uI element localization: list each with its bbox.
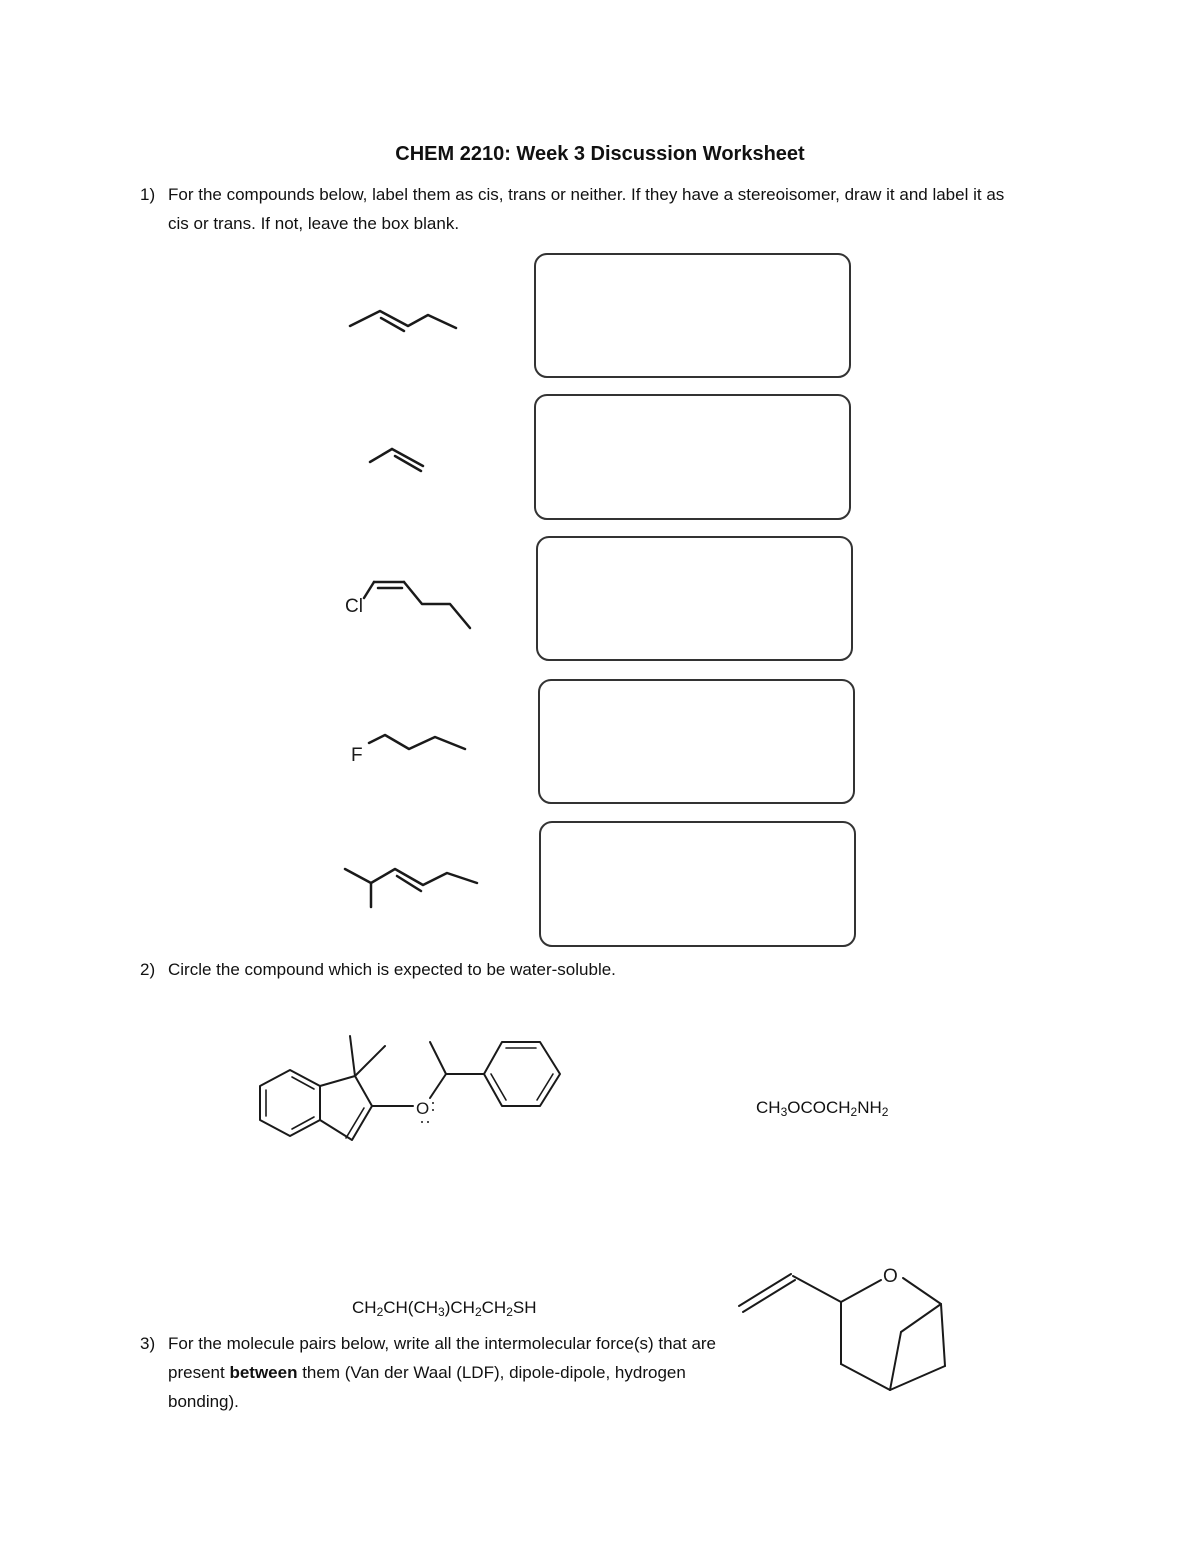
- question-3-text-bold: between: [229, 1363, 298, 1382]
- answer-box-5[interactable]: [539, 821, 856, 947]
- question-3-text-after: them (Van der Waal (LDF), dipole-dipole, hydrogen bonding).: [168, 1363, 686, 1411]
- formula-subscript: 2: [881, 1105, 889, 1119]
- formula-part: SH: [512, 1298, 537, 1317]
- question-3-text: [168, 1329, 740, 1416]
- page-title: CHEM 2210: Week 3 Discussion Worksheet: [395, 143, 805, 165]
- formula-subscript: 3: [780, 1105, 788, 1119]
- molecule-indene-phenethyl-ether[interactable]: [240, 1030, 580, 1160]
- formula-part: CH: [481, 1298, 507, 1317]
- question-1-text: For the compounds below, label them as cis, trans or neither. If they have a stereoisomer, draw it and label it as cis or trans. If not, leave the box blank.: [168, 185, 1005, 233]
- question-1-number: 1): [140, 185, 156, 204]
- formula-part: )CH: [444, 1298, 475, 1317]
- molecule-2-methyl-3-hexene: [335, 855, 485, 915]
- ring-oxygen-label: O: [883, 1266, 898, 1287]
- question-2-number: 2): [140, 960, 156, 979]
- molecule-1-fluoropropane: [345, 725, 475, 770]
- answer-box-3[interactable]: [536, 536, 853, 661]
- formula-part: CH: [352, 1298, 377, 1317]
- formula-subscript: 2: [850, 1105, 858, 1119]
- chlorine-atom-label: Cl: [345, 596, 363, 617]
- formula-subscript: 2: [376, 1305, 384, 1319]
- question-3-text-before: For the molecule pairs below, write all the intermolecular force(s) that are present: [168, 1334, 717, 1382]
- answer-box-1[interactable]: [534, 253, 851, 378]
- formula-part: CH(CH: [383, 1298, 439, 1317]
- question-3: [140, 1329, 740, 1416]
- question-2: [140, 955, 1020, 984]
- formula-part: NH: [857, 1098, 882, 1117]
- formula-part: CH: [756, 1098, 781, 1117]
- molecule-1-chloro-1-pentene: [340, 570, 485, 635]
- ether-oxygen-label: O: [416, 1099, 430, 1118]
- molecule-bicyclic-vinyl-ether[interactable]: [735, 1262, 955, 1397]
- formula-subscript: 3: [438, 1305, 445, 1319]
- fluorine-atom-label: F: [351, 745, 363, 766]
- molecule-propene: [365, 440, 435, 475]
- formula-part: OCOCH: [787, 1098, 851, 1117]
- formula-thiol[interactable]: [352, 1298, 537, 1319]
- answer-box-4[interactable]: [538, 679, 855, 804]
- question-2-text: Circle the compound which is expected to be water-soluble.: [168, 960, 616, 979]
- question-3-number: 3): [140, 1334, 156, 1353]
- question-1: [140, 180, 1020, 238]
- formula-subscript: 2: [506, 1305, 513, 1319]
- formula-glycine-methyl-ester[interactable]: [756, 1098, 888, 1119]
- answer-box-2[interactable]: [534, 394, 851, 520]
- formula-subscript: 2: [474, 1305, 482, 1319]
- molecule-2-pentene: [340, 300, 470, 345]
